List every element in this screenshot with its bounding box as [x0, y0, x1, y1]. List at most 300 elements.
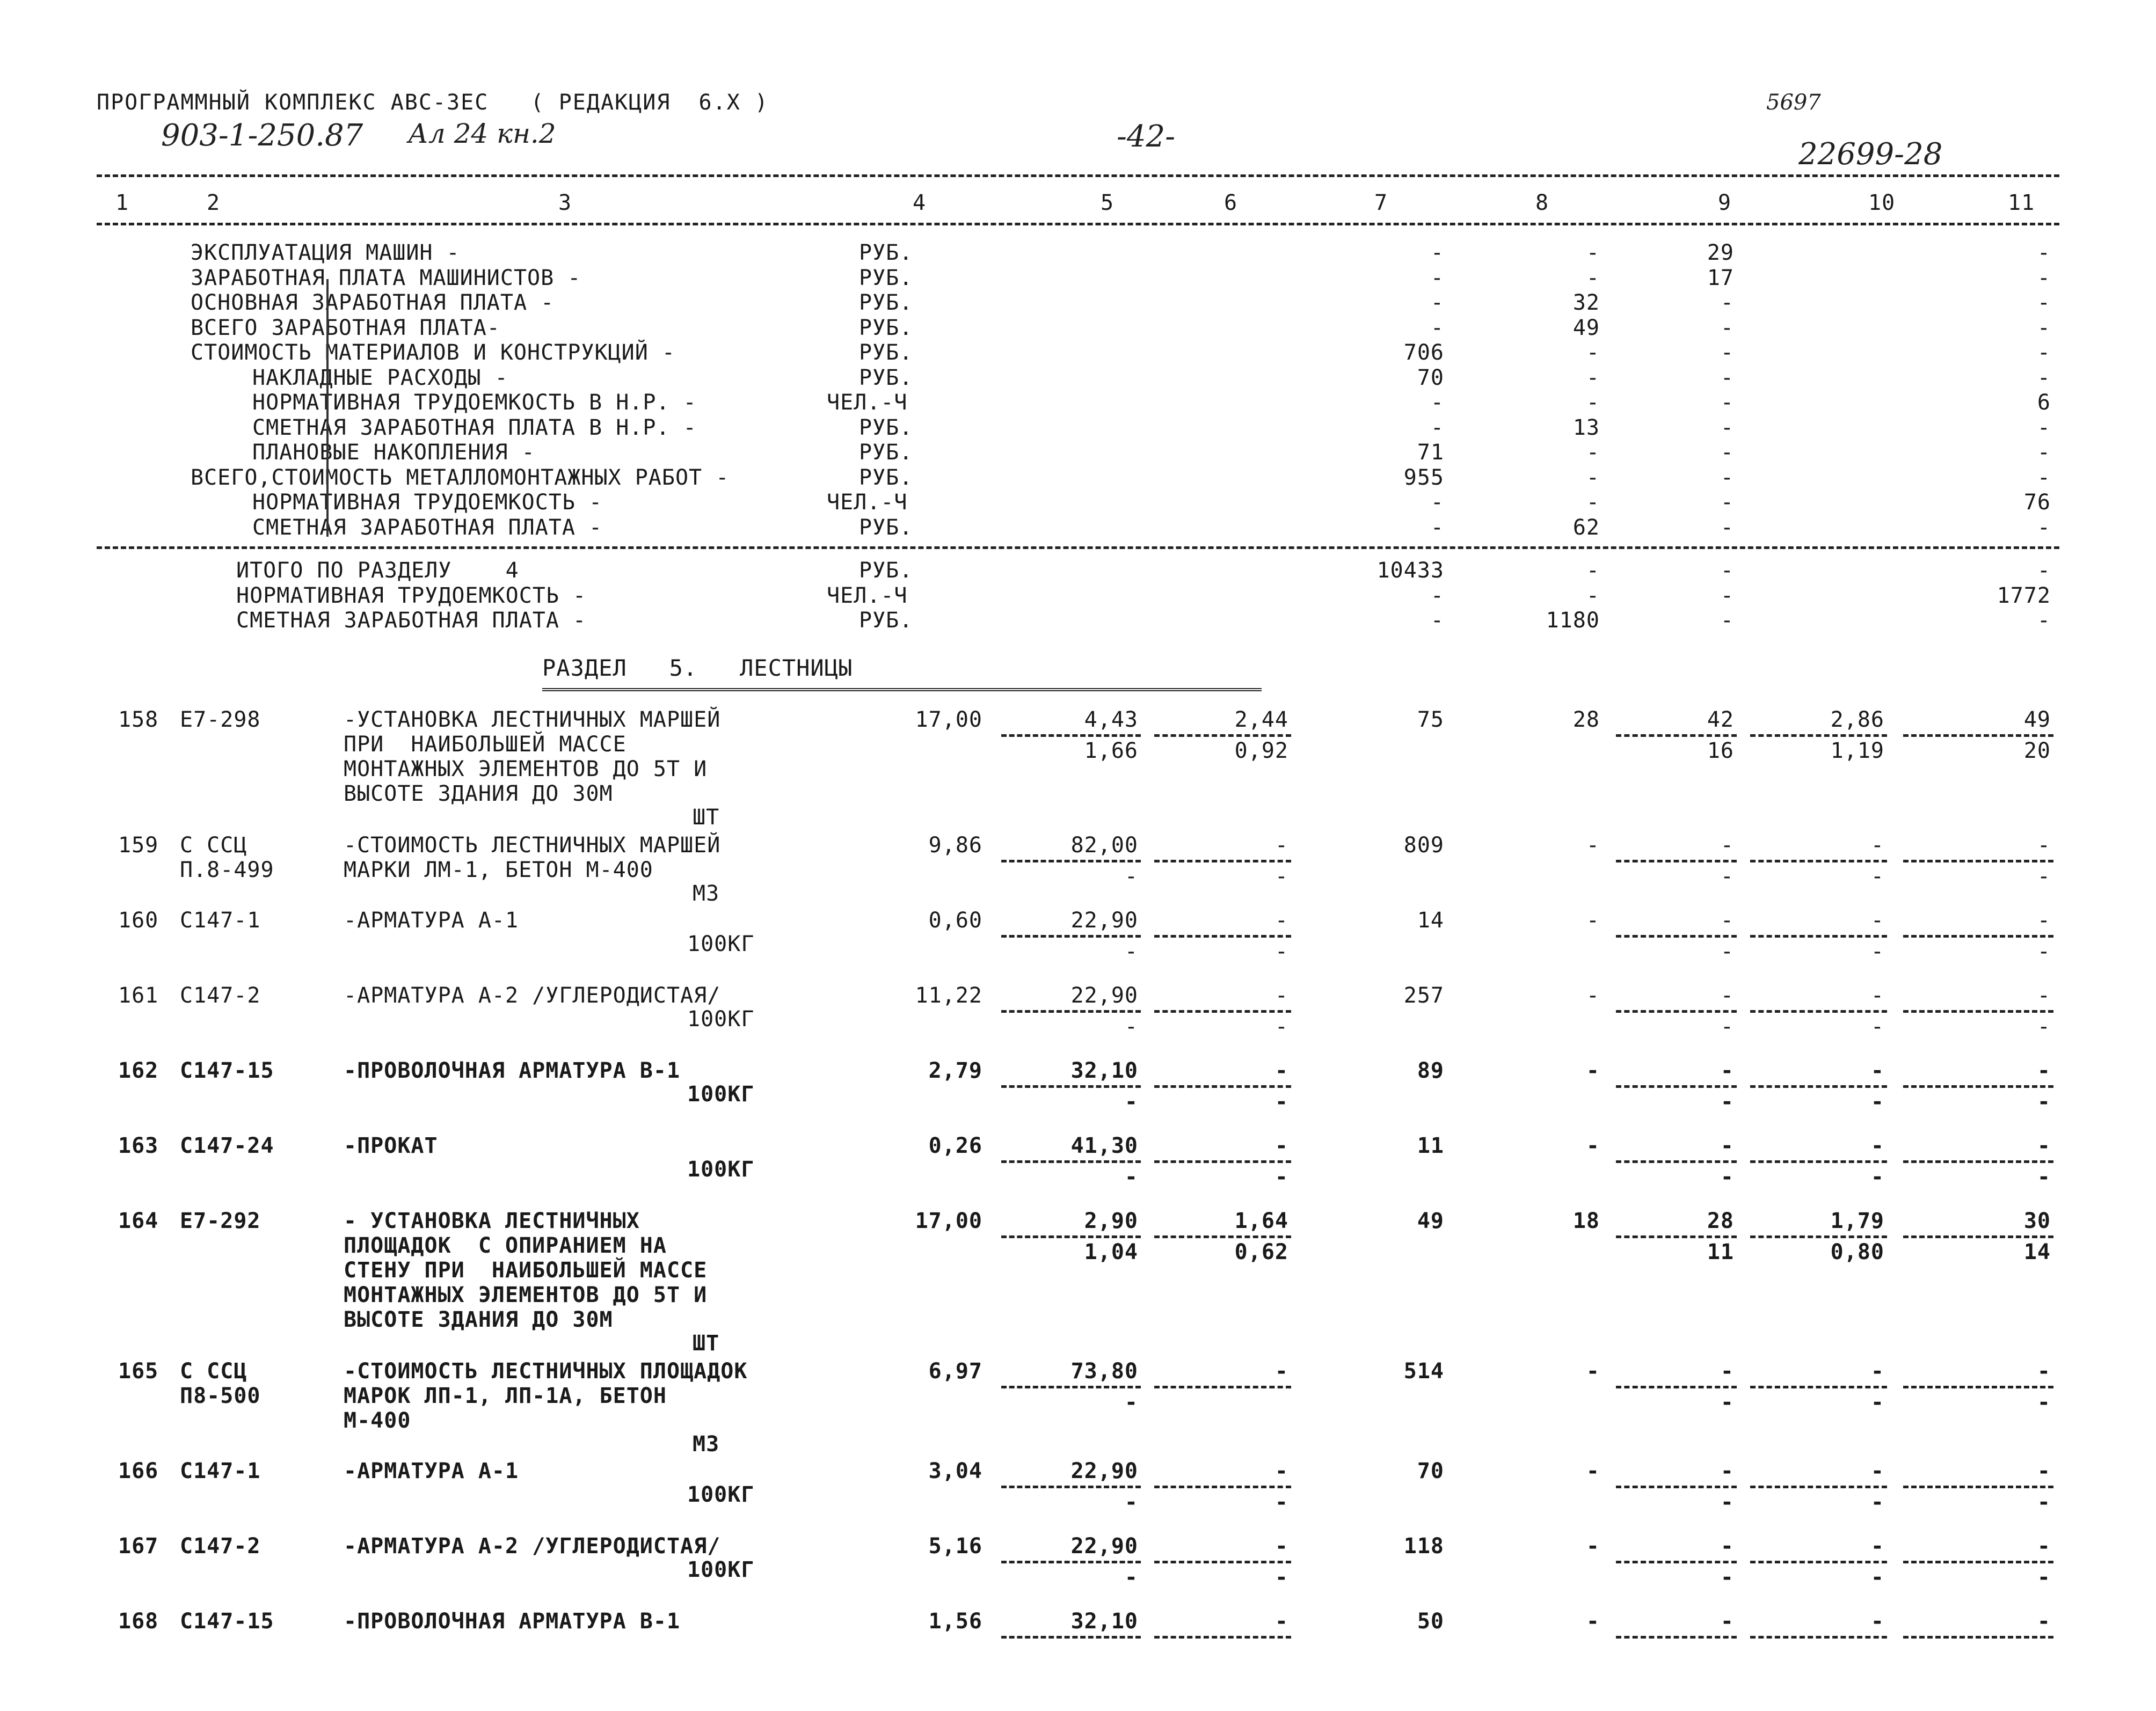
item-unit: 100КГ [687, 1157, 755, 1182]
item-c4: 6,97 [928, 1359, 982, 1384]
item-separator [1001, 1636, 1141, 1639]
item-c7: 14 [1417, 908, 1444, 933]
item-separator [1903, 1386, 2053, 1388]
item-c6b: - [1274, 1090, 1288, 1114]
item-c9b: - [1720, 1165, 1734, 1189]
item-c11: 30 [2023, 1209, 2051, 1233]
column-number: 2 [207, 191, 221, 215]
item-separator [1001, 1486, 1141, 1488]
item-c4: 17,00 [915, 1209, 982, 1233]
doc-number: 22699-28 [1798, 137, 1943, 172]
item-c5: 22,90 [1070, 1534, 1138, 1559]
total-unit: ЧЕЛ.-Ч [827, 583, 908, 608]
small-number: 5697 [1766, 90, 1821, 115]
item-c11: - [2037, 1359, 2051, 1384]
item-c8: 28 [1572, 707, 1600, 732]
summary-col8: - [1586, 365, 1600, 390]
item-c6: 1,64 [1234, 1209, 1288, 1233]
item-c8: - [1586, 1058, 1600, 1083]
item-c7: 70 [1417, 1459, 1444, 1483]
item-description: -ПРОКАТ [344, 1134, 438, 1158]
item-separator [1616, 1486, 1737, 1488]
summary-col9: - [1720, 440, 1734, 465]
item-number: 163 [118, 1134, 159, 1158]
item-c7: 257 [1403, 983, 1444, 1008]
summary-col8: - [1586, 390, 1600, 415]
item-c9b: - [1720, 864, 1734, 889]
item-code: Е7-298 [180, 707, 261, 732]
item-c10: - [1870, 908, 1884, 933]
summary-unit: ЧЕЛ.-Ч [827, 390, 908, 415]
item-c9: 28 [1707, 1209, 1734, 1233]
item-c11b: - [2037, 864, 2051, 889]
item-c5: 22,90 [1070, 983, 1138, 1008]
item-separator [1154, 1386, 1291, 1388]
item-separator [1616, 935, 1737, 938]
item-c4: 17,00 [915, 707, 982, 732]
item-c11: - [2037, 1134, 2051, 1158]
item-c6b: 0,92 [1234, 738, 1288, 763]
total-col7: - [1430, 608, 1444, 633]
item-c10: - [1870, 1609, 1884, 1634]
item-separator [1001, 935, 1141, 938]
item-separator [1616, 860, 1737, 862]
summary-col9: - [1720, 415, 1734, 440]
item-c4: 2,79 [928, 1058, 982, 1083]
item-c8: - [1586, 983, 1600, 1008]
total-col11: - [2037, 558, 2051, 583]
item-c5b: - [1124, 1165, 1138, 1189]
header-bottom-rule [97, 223, 2059, 225]
summary-col7: 706 [1403, 340, 1444, 365]
item-separator [1154, 1486, 1291, 1488]
column-number: 5 [1101, 191, 1115, 215]
summary-col7: 955 [1403, 465, 1444, 490]
item-separator [1154, 860, 1291, 862]
item-unit: 100КГ [687, 1558, 755, 1582]
item-c7: 75 [1417, 707, 1444, 732]
item-code: С147-2 [180, 1534, 261, 1559]
item-c9: - [1720, 1609, 1734, 1634]
summary-label: СТОИМОСТЬ МАТЕРИАЛОВ И КОНСТРУКЦИЙ - [191, 340, 675, 365]
summary-col8: - [1586, 340, 1600, 365]
item-c6: - [1274, 833, 1288, 858]
item-c8: 18 [1572, 1209, 1600, 1233]
summary-col11: - [2037, 515, 2051, 540]
item-c9b: 16 [1707, 738, 1734, 763]
item-code: С147-24 [180, 1134, 274, 1158]
item-code: С147-1 [180, 908, 261, 933]
item-description: М-400 [344, 1408, 411, 1433]
item-c10b: - [1870, 1090, 1884, 1114]
item-separator [1616, 1160, 1737, 1163]
item-c5b: 1,04 [1084, 1240, 1138, 1264]
item-c6: - [1274, 908, 1288, 933]
summary-col7: - [1430, 240, 1444, 265]
summary-unit: РУБ. [859, 440, 913, 465]
summary-label: НАКЛАДНЫЕ РАСХОДЫ - [252, 365, 508, 390]
summary-col11: 76 [2023, 490, 2051, 515]
summary-label: ОСНОВНАЯ ЗАРАБОТНАЯ ПЛАТА - [191, 290, 555, 315]
item-c9: - [1720, 1359, 1734, 1384]
summary-col8: 32 [1572, 290, 1600, 315]
item-c5: 32,10 [1070, 1609, 1138, 1634]
item-number: 159 [118, 833, 159, 858]
item-separator [1903, 1085, 2053, 1088]
item-c4: 0,60 [928, 908, 982, 933]
item-c6b: 0,62 [1234, 1240, 1288, 1264]
summary-col8: - [1586, 465, 1600, 490]
item-code: С ССЦ [180, 833, 247, 858]
item-c5b: - [1124, 1390, 1138, 1415]
item-c6: - [1274, 1058, 1288, 1083]
item-c10b: - [1870, 1014, 1884, 1039]
summary-unit: РУБ. [859, 415, 913, 440]
item-number: 167 [118, 1534, 159, 1559]
item-c6: - [1274, 1609, 1288, 1634]
item-c11b: - [2037, 1390, 2051, 1415]
summary-col7: - [1430, 490, 1444, 515]
total-col9: - [1720, 558, 1734, 583]
item-c5b: - [1124, 1090, 1138, 1114]
item-separator [1750, 1386, 1887, 1388]
item-separator [1616, 1235, 1737, 1238]
item-c11b: 14 [2023, 1240, 2051, 1264]
totals-rule [97, 546, 2059, 549]
summary-unit: РУБ. [859, 365, 913, 390]
item-c4: 5,16 [928, 1534, 982, 1559]
item-separator [1616, 1636, 1737, 1639]
item-separator [1903, 935, 2053, 938]
item-c7: 50 [1417, 1609, 1444, 1634]
item-separator [1154, 1160, 1291, 1163]
summary-label: НОРМАТИВНАЯ ТРУДОЕМКОСТЬ В Н.Р. - [252, 390, 697, 415]
item-code: П.8-499 [180, 858, 274, 882]
summary-col7: - [1430, 265, 1444, 290]
item-c9: - [1720, 1058, 1734, 1083]
summary-unit: РУБ. [859, 465, 913, 490]
item-description: -АРМАТУРА А-2 /УГЛЕРОДИСТАЯ/ [344, 983, 721, 1008]
item-separator [1001, 1386, 1141, 1388]
top-rule [97, 174, 2059, 177]
item-separator [1154, 1561, 1291, 1563]
item-separator [1750, 1486, 1887, 1488]
item-c5b: - [1124, 1490, 1138, 1515]
item-code: Е7-292 [180, 1209, 261, 1233]
item-number: 161 [118, 983, 159, 1008]
item-c4: 0,26 [928, 1134, 982, 1158]
item-description: ВЫСОТЕ ЗДАНИЯ ДО 30М [344, 781, 613, 806]
item-separator [1750, 1636, 1887, 1639]
item-c5b: - [1124, 1565, 1138, 1590]
summary-label: НОРМАТИВНАЯ ТРУДОЕМКОСТЬ - [252, 490, 603, 515]
summary-col11: - [2037, 290, 2051, 315]
summary-col8: - [1586, 240, 1600, 265]
total-col9: - [1720, 583, 1734, 608]
item-separator [1001, 734, 1141, 737]
item-number: 166 [118, 1459, 159, 1483]
summary-label: ВСЕГО,СТОИМОСТЬ МЕТАЛЛОМОНТАЖНЫХ РАБОТ - [191, 465, 730, 490]
item-c10b: - [1870, 1165, 1884, 1189]
item-code: С147-15 [180, 1058, 274, 1083]
item-separator [1616, 1010, 1737, 1013]
summary-col11: - [2037, 240, 2051, 265]
summary-label: СМЕТНАЯ ЗАРАБОТНАЯ ПЛАТА - [252, 515, 603, 540]
item-c6b: - [1274, 939, 1288, 964]
item-description: МАРОК ЛП-1, ЛП-1А, БЕТОН [344, 1384, 667, 1408]
item-c6: - [1274, 1134, 1288, 1158]
item-c8: - [1586, 1459, 1600, 1483]
item-separator [1154, 1010, 1291, 1013]
total-col8: - [1586, 583, 1600, 608]
item-c10: - [1870, 1459, 1884, 1483]
page-number: -42- [1117, 119, 1176, 154]
item-description: -УСТАНОВКА ЛЕСТНИЧНЫХ МАРШЕЙ [344, 707, 721, 732]
item-description: -АРМАТУРА А-1 [344, 908, 519, 933]
summary-label: ПЛАНОВЫЕ НАКОПЛЕНИЯ - [252, 440, 535, 465]
item-c8: - [1586, 1359, 1600, 1384]
item-number: 160 [118, 908, 159, 933]
item-c9b: - [1720, 1490, 1734, 1515]
summary-col11: - [2037, 340, 2051, 365]
item-c10b: 1,19 [1830, 738, 1884, 763]
item-c10: - [1870, 983, 1884, 1008]
item-description: -ПРОВОЛОЧНАЯ АРМАТУРА В-1 [344, 1058, 681, 1083]
section-title: РАЗДЕЛ 5. ЛЕСТНИЦЫ [542, 655, 853, 681]
item-c6b: - [1274, 1565, 1288, 1590]
item-description: -АРМАТУРА А-1 [344, 1459, 519, 1483]
summary-col9: 17 [1707, 265, 1734, 290]
item-separator [1154, 734, 1291, 737]
item-unit: М3 [693, 881, 720, 906]
item-c11: 49 [2023, 707, 2051, 732]
item-c4: 9,86 [928, 833, 982, 858]
item-c8: - [1586, 908, 1600, 933]
item-c11b: - [2037, 1090, 2051, 1114]
item-c11: - [2037, 908, 2051, 933]
item-c9b: - [1720, 1390, 1734, 1415]
summary-col9: - [1720, 490, 1734, 515]
item-c11: - [2037, 983, 2051, 1008]
total-col11: - [2037, 608, 2051, 633]
item-separator [1154, 1085, 1291, 1088]
item-separator [1750, 1561, 1887, 1563]
item-c6: - [1274, 1459, 1288, 1483]
item-c11b: - [2037, 1565, 2051, 1590]
item-unit: М3 [693, 1432, 720, 1457]
item-c9b: - [1720, 1565, 1734, 1590]
item-description: -СТОИМОСТЬ ЛЕСТНИЧНЫХ ПЛОЩАДОК [344, 1359, 748, 1384]
summary-col7: - [1430, 515, 1444, 540]
item-c7: 514 [1403, 1359, 1444, 1384]
item-separator [1154, 935, 1291, 938]
column-number: 4 [913, 191, 927, 215]
column-number: 1 [115, 191, 129, 215]
item-c9: - [1720, 908, 1734, 933]
total-col9: - [1720, 608, 1734, 633]
item-code: С147-2 [180, 983, 261, 1008]
item-c5b: 1,66 [1084, 738, 1138, 763]
column-number: 10 [1868, 191, 1896, 215]
item-c5b: - [1124, 1014, 1138, 1039]
item-separator [1903, 734, 2053, 737]
item-c9b: - [1720, 1090, 1734, 1114]
item-c11: - [2037, 833, 2051, 858]
item-c7: 118 [1403, 1534, 1444, 1559]
summary-col8: - [1586, 490, 1600, 515]
item-c11b: 20 [2023, 738, 2051, 763]
summary-col9: - [1720, 290, 1734, 315]
column-number: 6 [1224, 191, 1238, 215]
summary-col9: - [1720, 340, 1734, 365]
item-unit: ШТ [693, 1331, 720, 1356]
summary-unit: РУБ. [859, 515, 913, 540]
item-c11: - [2037, 1459, 2051, 1483]
item-c8: - [1586, 833, 1600, 858]
summary-unit: РУБ. [859, 240, 913, 265]
summary-col7: - [1430, 390, 1444, 415]
item-c11: - [2037, 1534, 2051, 1559]
item-description: ПРИ НАИБОЛЬШЕЙ МАССЕ [344, 732, 627, 757]
summary-scan-line [326, 279, 329, 537]
item-c7: 89 [1417, 1058, 1444, 1083]
summary-col7: - [1430, 315, 1444, 340]
column-number: 9 [1718, 191, 1732, 215]
summary-label: ЭКСПЛУАТАЦИЯ МАШИН - [191, 240, 460, 265]
item-c4: 3,04 [928, 1459, 982, 1483]
item-c9b: - [1720, 939, 1734, 964]
item-separator [1750, 860, 1887, 862]
summary-unit: РУБ. [859, 315, 913, 340]
item-c10b: - [1870, 939, 1884, 964]
item-description: МОНТАЖНЫХ ЭЛЕМЕНТОВ ДО 5Т И [344, 757, 708, 781]
column-number: 8 [1535, 191, 1549, 215]
item-c9: - [1720, 1459, 1734, 1483]
item-separator [1750, 734, 1887, 737]
item-separator [1001, 1160, 1141, 1163]
item-c4: 11,22 [915, 983, 982, 1008]
item-separator [1001, 1085, 1141, 1088]
summary-col8: 49 [1572, 315, 1600, 340]
item-c8: - [1586, 1134, 1600, 1158]
item-separator [1616, 1561, 1737, 1563]
item-c6: 2,44 [1234, 707, 1288, 732]
item-c10: - [1870, 1359, 1884, 1384]
summary-col11: - [2037, 265, 2051, 290]
item-description: МОНТАЖНЫХ ЭЛЕМЕНТОВ ДО 5Т И [344, 1283, 708, 1307]
item-separator [1750, 935, 1887, 938]
item-c6: - [1274, 1534, 1288, 1559]
item-c5b: - [1124, 864, 1138, 889]
item-number: 168 [118, 1609, 159, 1634]
item-separator [1750, 1235, 1887, 1238]
column-number: 7 [1374, 191, 1388, 215]
item-c10b: - [1870, 1490, 1884, 1515]
item-c5: 2,90 [1084, 1209, 1138, 1233]
item-code: П8-500 [180, 1384, 261, 1408]
item-c5: 4,43 [1084, 707, 1138, 732]
item-c5b: - [1124, 939, 1138, 964]
item-c11b: - [2037, 1490, 2051, 1515]
summary-col11: - [2037, 315, 2051, 340]
item-unit: 100КГ [687, 1082, 755, 1107]
item-number: 165 [118, 1359, 159, 1384]
item-separator [1001, 1010, 1141, 1013]
item-separator [1903, 860, 2053, 862]
item-c6b: - [1274, 1490, 1288, 1515]
item-separator [1154, 1235, 1291, 1238]
total-col7: - [1430, 583, 1444, 608]
item-number: 162 [118, 1058, 159, 1083]
item-separator [1001, 1235, 1141, 1238]
item-c7: 809 [1403, 833, 1444, 858]
item-c8: - [1586, 1534, 1600, 1559]
summary-unit: РУБ. [859, 340, 913, 365]
summary-col11: - [2037, 465, 2051, 490]
column-number: 3 [558, 191, 572, 215]
item-separator [1750, 1085, 1887, 1088]
item-unit: 100КГ [687, 1482, 755, 1507]
item-separator [1903, 1561, 2053, 1563]
program-title: ПРОГРАММНЫЙ КОМПЛЕКС АВС-ЗЕС ( РЕДАКЦИЯ 6.Х ) [97, 90, 769, 115]
total-label: СМЕТНАЯ ЗАРАБОТНАЯ ПЛАТА - [236, 608, 587, 633]
summary-col8: 62 [1572, 515, 1600, 540]
total-col8: - [1586, 558, 1600, 583]
item-separator [1903, 1235, 2053, 1238]
item-separator [1903, 1486, 2053, 1488]
item-description: - УСТАНОВКА ЛЕСТНИЧНЫХ [344, 1209, 640, 1233]
item-c10b: - [1870, 1565, 1884, 1590]
item-description: СТЕНУ ПРИ НАИБОЛЬШЕЙ МАССЕ [344, 1258, 708, 1283]
section-title-underline [542, 688, 1262, 691]
summary-col9: 29 [1707, 240, 1734, 265]
item-code: С147-1 [180, 1459, 261, 1483]
item-c8: - [1586, 1609, 1600, 1634]
total-unit: РУБ. [859, 558, 913, 583]
summary-col9: - [1720, 365, 1734, 390]
item-c10: - [1870, 833, 1884, 858]
item-description: МАРКИ ЛМ-1, БЕТОН М-400 [344, 858, 653, 882]
summary-col9: - [1720, 465, 1734, 490]
item-description: -СТОИМОСТЬ ЛЕСТНИЧНЫХ МАРШЕЙ [344, 833, 721, 858]
item-c7: 49 [1417, 1209, 1444, 1233]
summary-label: СМЕТНАЯ ЗАРАБОТНАЯ ПЛАТА В Н.Р. - [252, 415, 697, 440]
summary-unit: РУБ. [859, 265, 913, 290]
item-c10b: - [1870, 1390, 1884, 1415]
summary-col11: - [2037, 415, 2051, 440]
item-description: -АРМАТУРА А-2 /УГЛЕРОДИСТАЯ/ [344, 1534, 721, 1559]
item-separator [1903, 1160, 2053, 1163]
item-c7: 11 [1417, 1134, 1444, 1158]
item-c4: 1,56 [928, 1609, 982, 1634]
item-separator [1001, 860, 1141, 862]
item-c9: - [1720, 983, 1734, 1008]
item-c10b: - [1870, 864, 1884, 889]
summary-col9: - [1720, 515, 1734, 540]
item-c9: - [1720, 1134, 1734, 1158]
item-c5: 41,30 [1070, 1134, 1138, 1158]
item-separator [1154, 1636, 1291, 1639]
item-c10: 1,79 [1830, 1209, 1884, 1233]
summary-unit: ЧЕЛ.-Ч [827, 490, 908, 515]
item-separator [1750, 1010, 1887, 1013]
total-col7: 10433 [1376, 558, 1444, 583]
summary-col11: - [2037, 440, 2051, 465]
item-c11: - [2037, 1609, 2051, 1634]
item-c11b: - [2037, 1014, 2051, 1039]
item-c9b: - [1720, 1014, 1734, 1039]
summary-col9: - [1720, 390, 1734, 415]
